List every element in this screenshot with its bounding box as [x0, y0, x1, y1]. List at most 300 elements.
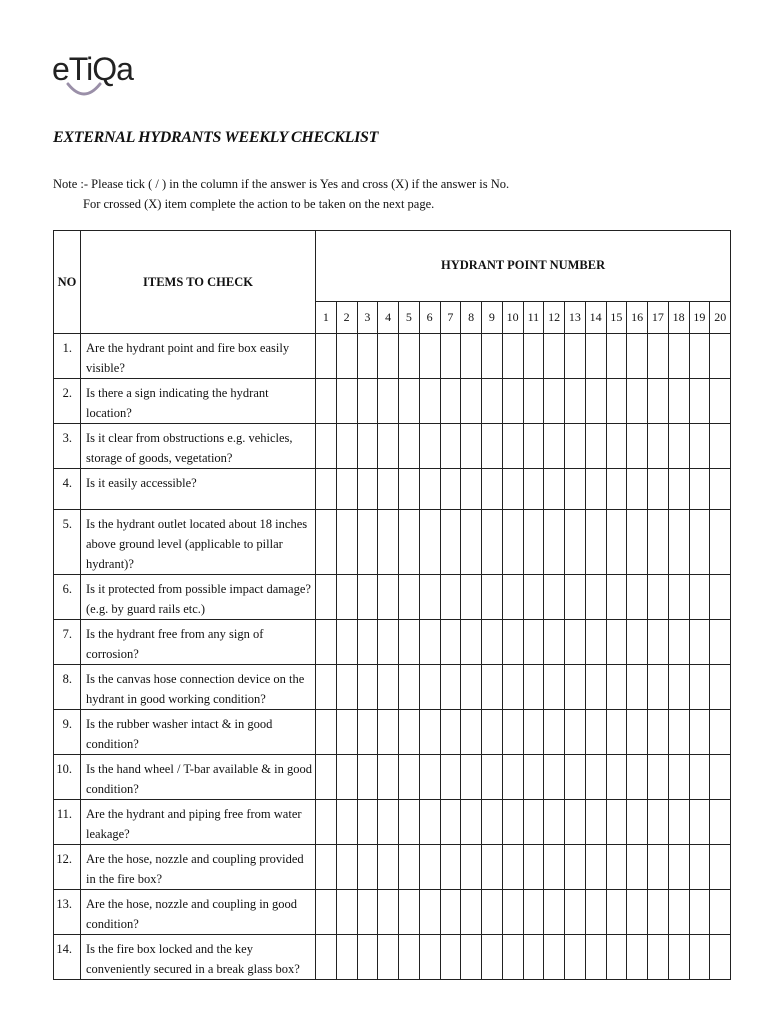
tick-cell-point-12[interactable]	[544, 755, 565, 800]
tick-cell-point-13[interactable]	[565, 510, 586, 575]
tick-cell-point-18[interactable]	[668, 800, 689, 845]
tick-cell-point-5[interactable]	[399, 575, 420, 620]
tick-cell-point-5[interactable]	[399, 755, 420, 800]
tick-cell-point-3[interactable]	[357, 890, 378, 935]
tick-cell-point-7[interactable]	[440, 334, 461, 379]
tick-cell-point-16[interactable]	[627, 800, 648, 845]
tick-cell-point-14[interactable]	[585, 800, 606, 845]
tick-cell-point-11[interactable]	[523, 575, 544, 620]
tick-cell-point-1[interactable]	[316, 510, 337, 575]
tick-cell-point-10[interactable]	[502, 755, 523, 800]
tick-cell-point-19[interactable]	[689, 379, 710, 424]
tick-cell-point-2[interactable]	[336, 890, 357, 935]
tick-cell-point-16[interactable]	[627, 379, 648, 424]
tick-cell-point-7[interactable]	[440, 755, 461, 800]
tick-cell-point-3[interactable]	[357, 469, 378, 510]
tick-cell-point-4[interactable]	[378, 575, 399, 620]
tick-cell-point-9[interactable]	[482, 424, 503, 469]
table-row	[54, 845, 731, 890]
tick-cell-point-5[interactable]	[399, 935, 420, 980]
tick-cell-point-4[interactable]	[378, 665, 399, 710]
tick-cell-point-6[interactable]	[419, 665, 440, 710]
table-row	[54, 665, 731, 710]
tick-cell-point-18[interactable]	[668, 665, 689, 710]
tick-cell-point-11[interactable]	[523, 334, 544, 379]
row-number: 7.	[54, 620, 81, 665]
tick-cell-point-20[interactable]	[710, 469, 731, 510]
tick-cell-point-2[interactable]	[336, 710, 357, 755]
tick-cell-point-11[interactable]	[523, 665, 544, 710]
tick-cell-point-10[interactable]	[502, 575, 523, 620]
tick-cell-point-9[interactable]	[482, 665, 503, 710]
tick-cell-point-3[interactable]	[357, 710, 378, 755]
tick-cell-point-16[interactable]	[627, 575, 648, 620]
row-number: 5.	[54, 510, 81, 575]
tick-cell-point-15[interactable]	[606, 710, 627, 755]
tick-cell-point-1[interactable]	[316, 665, 337, 710]
tick-cell-point-2[interactable]	[336, 469, 357, 510]
tick-cell-point-17[interactable]	[648, 800, 669, 845]
tick-cell-point-4[interactable]	[378, 620, 399, 665]
tick-cell-point-19[interactable]	[689, 575, 710, 620]
tick-cell-point-16[interactable]	[627, 334, 648, 379]
tick-cell-point-2[interactable]	[336, 575, 357, 620]
tick-cell-point-20[interactable]	[710, 334, 731, 379]
tick-cell-point-20[interactable]	[710, 935, 731, 980]
tick-cell-point-9[interactable]	[482, 575, 503, 620]
tick-cell-point-20[interactable]	[710, 800, 731, 845]
tick-cell-point-1[interactable]	[316, 755, 337, 800]
tick-cell-point-9[interactable]	[482, 510, 503, 575]
tick-cell-point-16[interactable]	[627, 510, 648, 575]
tick-cell-point-18[interactable]	[668, 379, 689, 424]
tick-cell-point-3[interactable]	[357, 575, 378, 620]
row-item-text: Is there a sign indicating the hydrant location?	[81, 379, 316, 424]
tick-cell-point-2[interactable]	[336, 755, 357, 800]
tick-cell-point-12[interactable]	[544, 379, 565, 424]
tick-cell-point-19[interactable]	[689, 935, 710, 980]
tick-cell-point-20[interactable]	[710, 665, 731, 710]
tick-cell-point-14[interactable]	[585, 620, 606, 665]
tick-cell-point-3[interactable]	[357, 620, 378, 665]
tick-cell-point-5[interactable]	[399, 469, 420, 510]
tick-cell-point-20[interactable]	[710, 620, 731, 665]
tick-cell-point-15[interactable]	[606, 755, 627, 800]
tick-cell-point-7[interactable]	[440, 800, 461, 845]
tick-cell-point-19[interactable]	[689, 665, 710, 710]
tick-cell-point-3[interactable]	[357, 665, 378, 710]
tick-cell-point-15[interactable]	[606, 424, 627, 469]
row-item-text: Is the hand wheel / T-bar available & in good condition?	[81, 755, 316, 800]
tick-cell-point-14[interactable]	[585, 935, 606, 980]
tick-cell-point-3[interactable]	[357, 379, 378, 424]
tick-cell-point-2[interactable]	[336, 379, 357, 424]
tick-cell-point-8[interactable]	[461, 665, 482, 710]
tick-cell-point-15[interactable]	[606, 935, 627, 980]
tick-cell-point-8[interactable]	[461, 800, 482, 845]
row-number: 11.	[54, 800, 81, 845]
tick-cell-point-14[interactable]	[585, 845, 606, 890]
tick-cell-point-2[interactable]	[336, 424, 357, 469]
tick-cell-point-1[interactable]	[316, 620, 337, 665]
tick-cell-point-2[interactable]	[336, 935, 357, 980]
tick-cell-point-12[interactable]	[544, 424, 565, 469]
tick-cell-point-7[interactable]	[440, 424, 461, 469]
tick-cell-point-19[interactable]	[689, 800, 710, 845]
tick-cell-point-15[interactable]	[606, 334, 627, 379]
tick-cell-point-11[interactable]	[523, 755, 544, 800]
tick-cell-point-7[interactable]	[440, 935, 461, 980]
tick-cell-point-6[interactable]	[419, 890, 440, 935]
tick-cell-point-10[interactable]	[502, 935, 523, 980]
tick-cell-point-18[interactable]	[668, 424, 689, 469]
tick-cell-point-3[interactable]	[357, 755, 378, 800]
tick-cell-point-7[interactable]	[440, 575, 461, 620]
tick-cell-point-11[interactable]	[523, 620, 544, 665]
tick-cell-point-9[interactable]	[482, 710, 503, 755]
tick-cell-point-8[interactable]	[461, 620, 482, 665]
tick-cell-point-6[interactable]	[419, 800, 440, 845]
tick-cell-point-19[interactable]	[689, 890, 710, 935]
tick-cell-point-20[interactable]	[710, 755, 731, 800]
tick-cell-point-13[interactable]	[565, 890, 586, 935]
tick-cell-point-4[interactable]	[378, 469, 399, 510]
tick-cell-point-13[interactable]	[565, 575, 586, 620]
tick-cell-point-15[interactable]	[606, 469, 627, 510]
tick-cell-point-15[interactable]	[606, 665, 627, 710]
tick-cell-point-17[interactable]	[648, 334, 669, 379]
tick-cell-point-17[interactable]	[648, 575, 669, 620]
tick-cell-point-14[interactable]	[585, 424, 606, 469]
tick-cell-point-13[interactable]	[565, 424, 586, 469]
tick-cell-point-6[interactable]	[419, 755, 440, 800]
tick-cell-point-7[interactable]	[440, 890, 461, 935]
tick-cell-point-10[interactable]	[502, 379, 523, 424]
tick-cell-point-4[interactable]	[378, 424, 399, 469]
tick-cell-point-13[interactable]	[565, 800, 586, 845]
tick-cell-point-15[interactable]	[606, 620, 627, 665]
tick-cell-point-13[interactable]	[565, 620, 586, 665]
tick-cell-point-6[interactable]	[419, 424, 440, 469]
tick-cell-point-6[interactable]	[419, 845, 440, 890]
tick-cell-point-9[interactable]	[482, 935, 503, 980]
tick-cell-point-16[interactable]	[627, 665, 648, 710]
tick-cell-point-6[interactable]	[419, 469, 440, 510]
tick-cell-point-4[interactable]	[378, 510, 399, 575]
tick-cell-point-12[interactable]	[544, 575, 565, 620]
tick-cell-point-13[interactable]	[565, 710, 586, 755]
tick-cell-point-15[interactable]	[606, 510, 627, 575]
tick-cell-point-8[interactable]	[461, 510, 482, 575]
tick-cell-point-10[interactable]	[502, 665, 523, 710]
tick-cell-point-18[interactable]	[668, 334, 689, 379]
tick-cell-point-11[interactable]	[523, 845, 544, 890]
tick-cell-point-1[interactable]	[316, 890, 337, 935]
tick-cell-point-11[interactable]	[523, 510, 544, 575]
tick-cell-point-14[interactable]	[585, 665, 606, 710]
hydrant-point-4: 4	[378, 301, 399, 333]
tick-cell-point-13[interactable]	[565, 665, 586, 710]
tick-cell-point-2[interactable]	[336, 800, 357, 845]
tick-cell-point-5[interactable]	[399, 334, 420, 379]
tick-cell-point-1[interactable]	[316, 334, 337, 379]
tick-cell-point-12[interactable]	[544, 935, 565, 980]
tick-cell-point-9[interactable]	[482, 379, 503, 424]
tick-cell-point-17[interactable]	[648, 845, 669, 890]
tick-cell-point-11[interactable]	[523, 379, 544, 424]
hydrant-point-19: 19	[689, 301, 710, 333]
tick-cell-point-15[interactable]	[606, 379, 627, 424]
tick-cell-point-9[interactable]	[482, 800, 503, 845]
tick-cell-point-1[interactable]	[316, 424, 337, 469]
hydrant-point-7: 7	[440, 301, 461, 333]
tick-cell-point-17[interactable]	[648, 890, 669, 935]
tick-cell-point-6[interactable]	[419, 510, 440, 575]
tick-cell-point-13[interactable]	[565, 935, 586, 980]
tick-cell-point-3[interactable]	[357, 935, 378, 980]
tick-cell-point-6[interactable]	[419, 575, 440, 620]
tick-cell-point-11[interactable]	[523, 710, 544, 755]
tick-cell-point-15[interactable]	[606, 575, 627, 620]
tick-cell-point-12[interactable]	[544, 710, 565, 755]
tick-cell-point-1[interactable]	[316, 845, 337, 890]
tick-cell-point-6[interactable]	[419, 710, 440, 755]
tick-cell-point-15[interactable]	[606, 890, 627, 935]
tick-cell-point-1[interactable]	[316, 575, 337, 620]
row-number: 2.	[54, 379, 81, 424]
tick-cell-point-19[interactable]	[689, 710, 710, 755]
tick-cell-point-20[interactable]	[710, 379, 731, 424]
tick-cell-point-13[interactable]	[565, 845, 586, 890]
tick-cell-point-18[interactable]	[668, 510, 689, 575]
tick-cell-point-17[interactable]	[648, 620, 669, 665]
tick-cell-point-8[interactable]	[461, 424, 482, 469]
row-item-text: Are the hose, nozzle and coupling provided in the fire box?	[81, 845, 316, 890]
tick-cell-point-17[interactable]	[648, 424, 669, 469]
tick-cell-point-6[interactable]	[419, 620, 440, 665]
tick-cell-point-12[interactable]	[544, 665, 565, 710]
tick-cell-point-5[interactable]	[399, 845, 420, 890]
tick-cell-point-20[interactable]	[710, 710, 731, 755]
tick-cell-point-19[interactable]	[689, 424, 710, 469]
tick-cell-point-9[interactable]	[482, 334, 503, 379]
tick-cell-point-11[interactable]	[523, 890, 544, 935]
hydrant-point-17: 17	[648, 301, 669, 333]
tick-cell-point-14[interactable]	[585, 575, 606, 620]
tick-cell-point-16[interactable]	[627, 469, 648, 510]
tick-cell-point-4[interactable]	[378, 845, 399, 890]
tick-cell-point-7[interactable]	[440, 665, 461, 710]
tick-cell-point-10[interactable]	[502, 845, 523, 890]
tick-cell-point-19[interactable]	[689, 469, 710, 510]
tick-cell-point-10[interactable]	[502, 620, 523, 665]
tick-cell-point-5[interactable]	[399, 800, 420, 845]
tick-cell-point-17[interactable]	[648, 935, 669, 980]
tick-cell-point-2[interactable]	[336, 334, 357, 379]
row-number: 6.	[54, 575, 81, 620]
tick-cell-point-1[interactable]	[316, 469, 337, 510]
tick-cell-point-10[interactable]	[502, 510, 523, 575]
tick-cell-point-8[interactable]	[461, 755, 482, 800]
tick-cell-point-19[interactable]	[689, 510, 710, 575]
tick-cell-point-3[interactable]	[357, 424, 378, 469]
tick-cell-point-5[interactable]	[399, 424, 420, 469]
tick-cell-point-2[interactable]	[336, 845, 357, 890]
tick-cell-point-3[interactable]	[357, 800, 378, 845]
tick-cell-point-7[interactable]	[440, 620, 461, 665]
tick-cell-point-9[interactable]	[482, 890, 503, 935]
tick-cell-point-15[interactable]	[606, 800, 627, 845]
tick-cell-point-10[interactable]	[502, 334, 523, 379]
tick-cell-point-12[interactable]	[544, 469, 565, 510]
tick-cell-point-19[interactable]	[689, 755, 710, 800]
tick-cell-point-10[interactable]	[502, 469, 523, 510]
tick-cell-point-1[interactable]	[316, 710, 337, 755]
tick-cell-point-13[interactable]	[565, 469, 586, 510]
tick-cell-point-9[interactable]	[482, 620, 503, 665]
tick-cell-point-8[interactable]	[461, 469, 482, 510]
tick-cell-point-6[interactable]	[419, 935, 440, 980]
tick-cell-point-12[interactable]	[544, 510, 565, 575]
tick-cell-point-14[interactable]	[585, 890, 606, 935]
tick-cell-point-19[interactable]	[689, 620, 710, 665]
tick-cell-point-7[interactable]	[440, 710, 461, 755]
tick-cell-point-4[interactable]	[378, 800, 399, 845]
tick-cell-point-8[interactable]	[461, 890, 482, 935]
tick-cell-point-1[interactable]	[316, 379, 337, 424]
tick-cell-point-18[interactable]	[668, 755, 689, 800]
hydrant-point-20: 20	[710, 301, 731, 333]
tick-cell-point-4[interactable]	[378, 379, 399, 424]
tick-cell-point-14[interactable]	[585, 755, 606, 800]
tick-cell-point-13[interactable]	[565, 334, 586, 379]
tick-cell-point-15[interactable]	[606, 845, 627, 890]
tick-cell-point-8[interactable]	[461, 575, 482, 620]
tick-cell-point-18[interactable]	[668, 620, 689, 665]
tick-cell-point-11[interactable]	[523, 800, 544, 845]
tick-cell-point-10[interactable]	[502, 710, 523, 755]
tick-cell-point-17[interactable]	[648, 665, 669, 710]
tick-cell-point-16[interactable]	[627, 935, 648, 980]
tick-cell-point-10[interactable]	[502, 890, 523, 935]
tick-cell-point-11[interactable]	[523, 424, 544, 469]
tick-cell-point-5[interactable]	[399, 890, 420, 935]
tick-cell-point-18[interactable]	[668, 710, 689, 755]
tick-cell-point-14[interactable]	[585, 334, 606, 379]
tick-cell-point-3[interactable]	[357, 510, 378, 575]
tick-cell-point-9[interactable]	[482, 845, 503, 890]
tick-cell-point-18[interactable]	[668, 575, 689, 620]
tick-cell-point-18[interactable]	[668, 890, 689, 935]
tick-cell-point-1[interactable]	[316, 800, 337, 845]
tick-cell-point-2[interactable]	[336, 510, 357, 575]
tick-cell-point-4[interactable]	[378, 935, 399, 980]
hydrant-point-12: 12	[544, 301, 565, 333]
tick-cell-point-7[interactable]	[440, 845, 461, 890]
tick-cell-point-11[interactable]	[523, 935, 544, 980]
tick-cell-point-4[interactable]	[378, 755, 399, 800]
tick-cell-point-20[interactable]	[710, 575, 731, 620]
table-row	[54, 469, 731, 510]
tick-cell-point-12[interactable]	[544, 890, 565, 935]
tick-cell-point-6[interactable]	[419, 334, 440, 379]
tick-cell-point-14[interactable]	[585, 510, 606, 575]
tick-cell-point-12[interactable]	[544, 620, 565, 665]
logo-text: eTiQa	[52, 51, 133, 87]
tick-cell-point-9[interactable]	[482, 755, 503, 800]
tick-cell-point-5[interactable]	[399, 620, 420, 665]
tick-cell-point-10[interactable]	[502, 800, 523, 845]
tick-cell-point-17[interactable]	[648, 469, 669, 510]
tick-cell-point-7[interactable]	[440, 379, 461, 424]
tick-cell-point-19[interactable]	[689, 334, 710, 379]
tick-cell-point-16[interactable]	[627, 890, 648, 935]
tick-cell-point-13[interactable]	[565, 379, 586, 424]
tick-cell-point-6[interactable]	[419, 379, 440, 424]
table-row	[54, 334, 731, 379]
tick-cell-point-3[interactable]	[357, 845, 378, 890]
tick-cell-point-8[interactable]	[461, 935, 482, 980]
tick-cell-point-20[interactable]	[710, 890, 731, 935]
tick-cell-point-2[interactable]	[336, 665, 357, 710]
tick-cell-point-8[interactable]	[461, 379, 482, 424]
tick-cell-point-9[interactable]	[482, 469, 503, 510]
tick-cell-point-19[interactable]	[689, 845, 710, 890]
tick-cell-point-8[interactable]	[461, 710, 482, 755]
tick-cell-point-2[interactable]	[336, 620, 357, 665]
tick-cell-point-13[interactable]	[565, 755, 586, 800]
tick-cell-point-16[interactable]	[627, 620, 648, 665]
tick-cell-point-12[interactable]	[544, 334, 565, 379]
tick-cell-point-14[interactable]	[585, 469, 606, 510]
tick-cell-point-1[interactable]	[316, 935, 337, 980]
tick-cell-point-17[interactable]	[648, 710, 669, 755]
tick-cell-point-18[interactable]	[668, 845, 689, 890]
tick-cell-point-5[interactable]	[399, 510, 420, 575]
tick-cell-point-17[interactable]	[648, 755, 669, 800]
tick-cell-point-18[interactable]	[668, 469, 689, 510]
tick-cell-point-12[interactable]	[544, 845, 565, 890]
tick-cell-point-4[interactable]	[378, 334, 399, 379]
tick-cell-point-7[interactable]	[440, 510, 461, 575]
tick-cell-point-4[interactable]	[378, 890, 399, 935]
tick-cell-point-12[interactable]	[544, 800, 565, 845]
tick-cell-point-17[interactable]	[648, 379, 669, 424]
tick-cell-point-18[interactable]	[668, 935, 689, 980]
hydrant-point-5: 5	[399, 301, 420, 333]
tick-cell-point-16[interactable]	[627, 755, 648, 800]
tick-cell-point-14[interactable]	[585, 379, 606, 424]
tick-cell-point-5[interactable]	[399, 710, 420, 755]
tick-cell-point-16[interactable]	[627, 424, 648, 469]
tick-cell-point-7[interactable]	[440, 469, 461, 510]
tick-cell-point-5[interactable]	[399, 379, 420, 424]
tick-cell-point-4[interactable]	[378, 710, 399, 755]
tick-cell-point-17[interactable]	[648, 510, 669, 575]
tick-cell-point-5[interactable]	[399, 665, 420, 710]
tick-cell-point-8[interactable]	[461, 845, 482, 890]
tick-cell-point-16[interactable]	[627, 710, 648, 755]
tick-cell-point-10[interactable]	[502, 424, 523, 469]
tick-cell-point-8[interactable]	[461, 334, 482, 379]
tick-cell-point-16[interactable]	[627, 845, 648, 890]
tick-cell-point-14[interactable]	[585, 710, 606, 755]
tick-cell-point-20[interactable]	[710, 424, 731, 469]
tick-cell-point-3[interactable]	[357, 334, 378, 379]
tick-cell-point-20[interactable]	[710, 845, 731, 890]
tick-cell-point-20[interactable]	[710, 510, 731, 575]
tick-cell-point-11[interactable]	[523, 469, 544, 510]
